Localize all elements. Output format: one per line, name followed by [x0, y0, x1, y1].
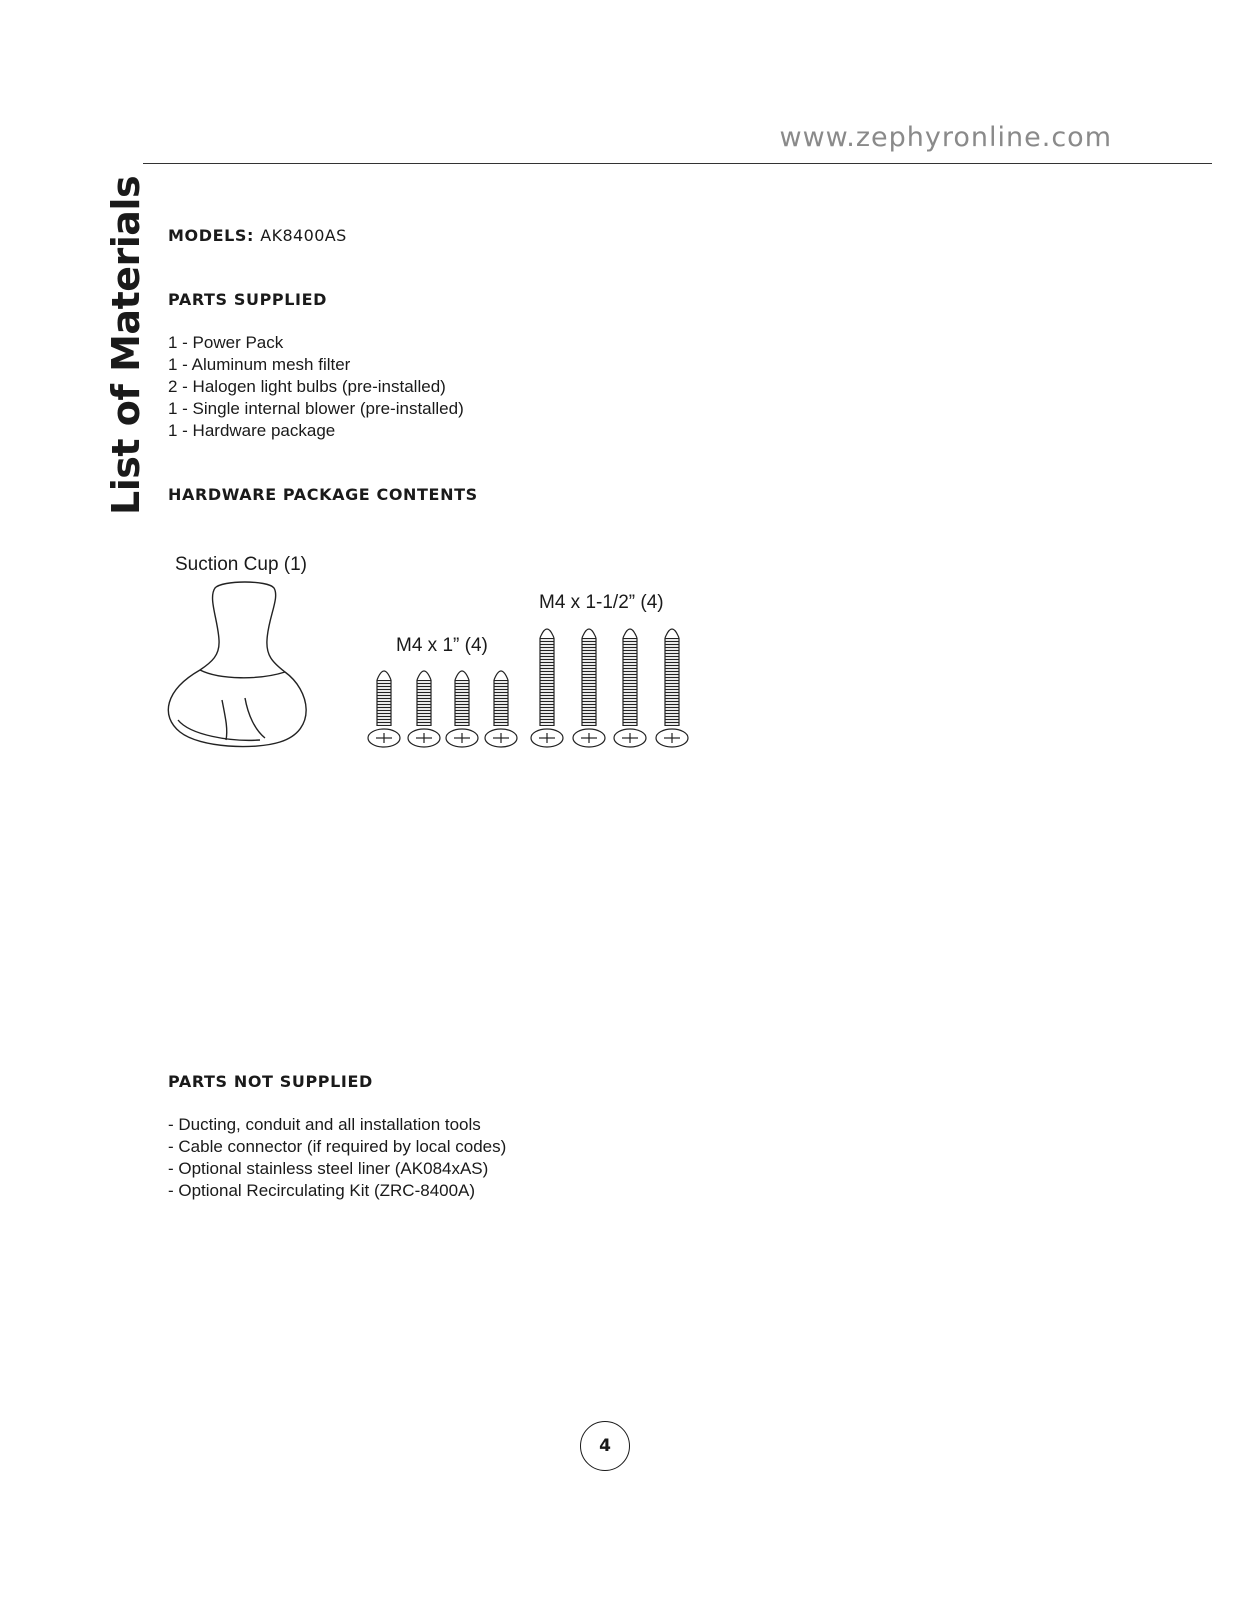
hardware-package-heading: HARDWARE PACKAGE CONTENTS — [168, 485, 478, 504]
website-url: www.zephyronline.com — [779, 122, 1112, 153]
long-screw-icon — [573, 629, 605, 747]
models-label: MODELS: — [168, 226, 255, 245]
list-item: 1 - Hardware package — [168, 421, 336, 440]
list-item: 1 - Power Pack — [168, 333, 284, 352]
parts-not-supplied-list — [168, 1114, 506, 1202]
list-item: - Cable connector (if required by local codes) — [168, 1137, 507, 1156]
list-item: - Ducting, conduit and all installation tools — [168, 1115, 481, 1134]
page-number: 4 — [580, 1421, 630, 1471]
list-item: - Optional stainless steel liner (AK084xAS) — [168, 1159, 489, 1178]
suction-cup-icon — [168, 582, 306, 747]
side-title: List of Materials — [104, 175, 148, 515]
suction-cup-label: Suction Cup (1) — [175, 554, 308, 575]
parts-supplied-heading: PARTS SUPPLIED — [168, 290, 327, 309]
header-divider — [143, 163, 1212, 164]
list-item: 1 - Aluminum mesh filter — [168, 355, 351, 374]
short-screw-icon — [446, 671, 478, 747]
long-screw-label: M4 x 1-1/2” (4) — [539, 592, 664, 613]
list-item: 1 - Single internal blower (pre-installed) — [168, 399, 464, 418]
parts-not-supplied-heading: PARTS NOT SUPPLIED — [168, 1072, 373, 1091]
long-screw-icon — [531, 629, 563, 747]
hardware-illustration — [160, 580, 700, 760]
short-screw-icon — [408, 671, 440, 747]
list-item: - Optional Recirculating Kit (ZRC-8400A) — [168, 1181, 476, 1200]
list-item: 2 - Halogen light bulbs (pre-installed) — [168, 377, 446, 396]
long-screw-icon — [656, 629, 688, 747]
parts-supplied-list — [168, 332, 464, 442]
models-value: AK8400AS — [260, 226, 347, 245]
models-line — [168, 226, 347, 245]
long-screw-icon — [614, 629, 646, 747]
short-screw-icon — [368, 671, 400, 747]
short-screw-label: M4 x 1” (4) — [396, 635, 488, 656]
short-screw-icon — [485, 671, 517, 747]
